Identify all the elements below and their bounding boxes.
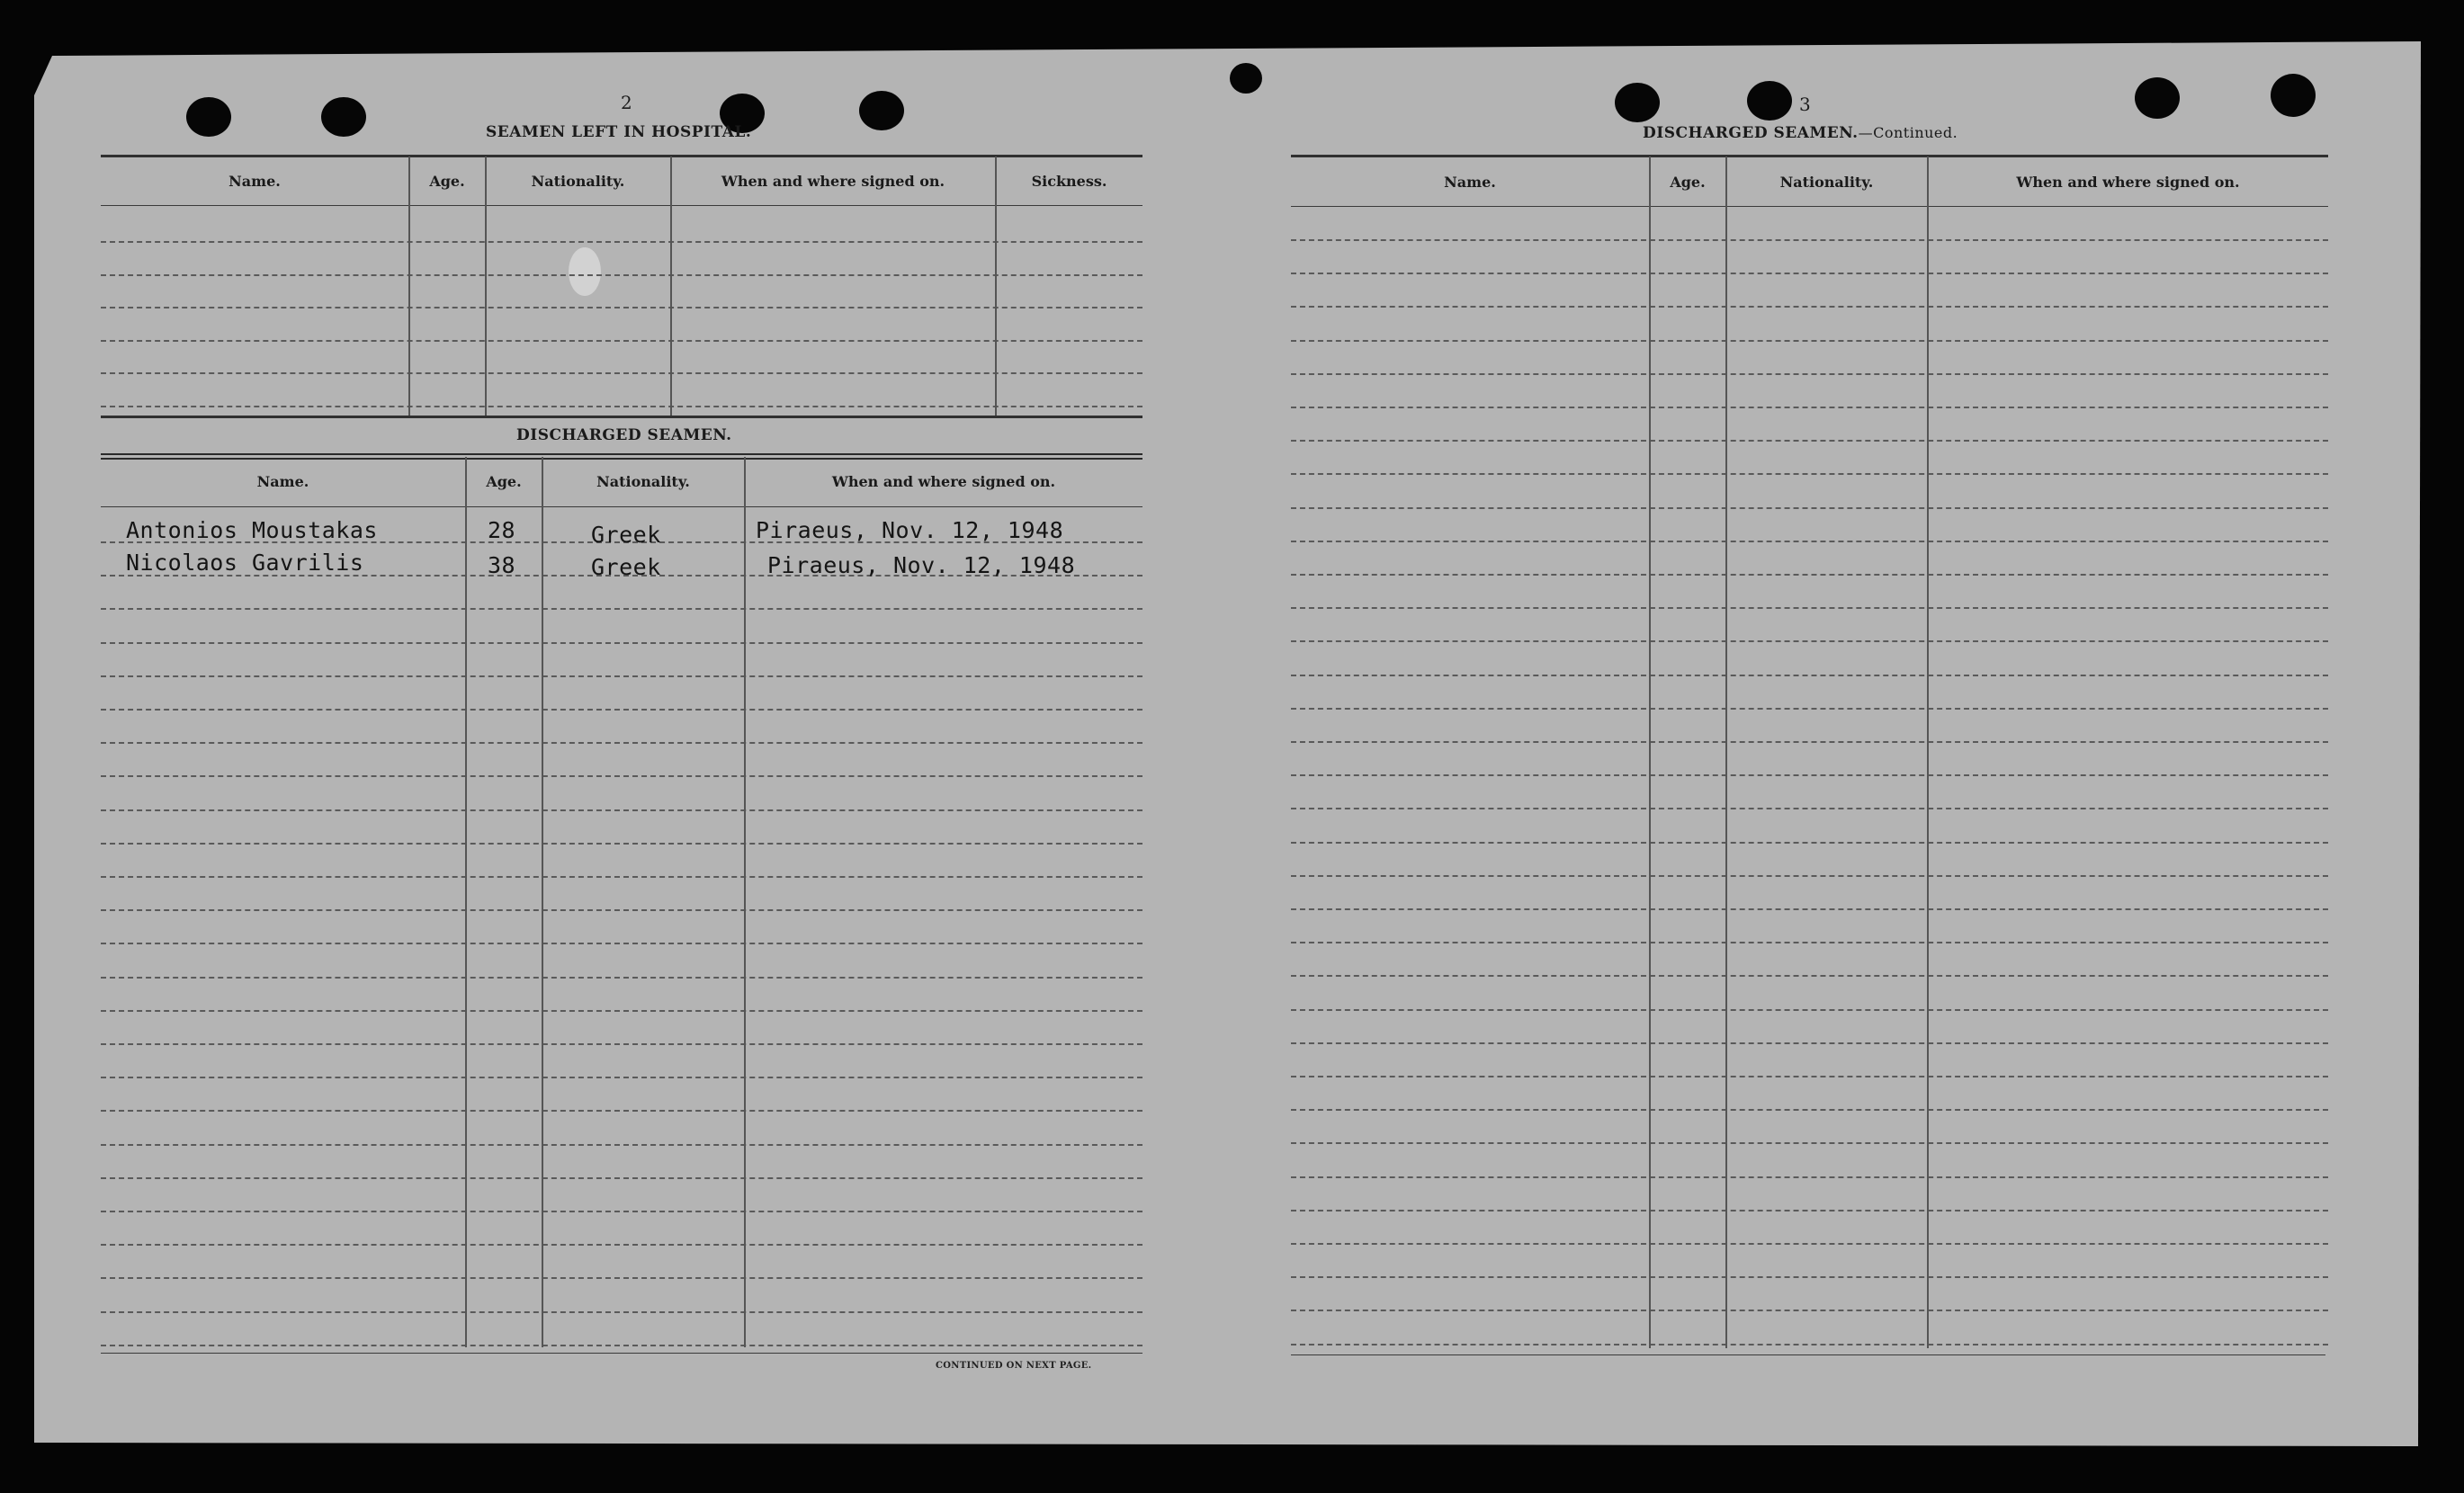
ruled-line — [101, 943, 1142, 944]
column-header-nationality: Nationality. — [531, 173, 625, 190]
punch-hole — [186, 97, 231, 137]
seaman-signed-on: Piraeus, Nov. 12, 1948 — [756, 517, 1064, 543]
ruled-line — [101, 709, 1142, 711]
section-title-discharged: DISCHARGED SEAMEN. — [516, 426, 732, 444]
column-divider — [1649, 156, 1651, 1348]
ruled-line — [101, 1345, 1142, 1346]
ruled-line — [101, 340, 1142, 342]
ruled-line — [101, 1077, 1142, 1078]
column-header-signed-on: When and where signed on. — [2016, 174, 2240, 191]
table-rule — [101, 205, 1142, 206]
ruled-line — [1291, 473, 2328, 475]
column-divider — [670, 156, 672, 417]
column-header-name: Name. — [1444, 174, 1496, 191]
section-title-text: DISCHARGED SEAMEN. — [1643, 124, 1859, 142]
ruled-line — [1291, 975, 2328, 977]
ruled-line — [101, 642, 1142, 644]
continued-note: CONTINUED ON NEXT PAGE. — [936, 1361, 1092, 1371]
seaman-name: Antonios Moustakas — [126, 517, 378, 543]
punch-hole — [1615, 83, 1660, 122]
ruled-line — [1291, 1310, 2328, 1311]
seaman-age: 38 — [488, 552, 516, 578]
ruled-line — [1291, 808, 2328, 809]
column-divider — [542, 457, 543, 1347]
ruled-line — [1291, 1176, 2328, 1178]
punch-hole — [2271, 74, 2316, 117]
column-header-age: Age. — [429, 173, 465, 190]
ruled-line — [101, 406, 1142, 407]
column-divider — [465, 457, 467, 1347]
ruled-line — [101, 775, 1142, 777]
ruled-line — [101, 372, 1142, 374]
ruled-line — [101, 241, 1142, 243]
ruled-line — [1291, 273, 2328, 274]
column-header-name: Name. — [228, 173, 281, 190]
table-rule — [101, 1353, 1142, 1354]
seaman-nationality: Greek — [591, 522, 661, 548]
ruled-line — [1291, 875, 2328, 877]
punch-hole — [321, 97, 366, 137]
ruled-line — [101, 608, 1142, 610]
table-rule — [101, 506, 1142, 507]
ruled-line — [1291, 1142, 2328, 1144]
ruled-line — [101, 1211, 1142, 1212]
ruled-line — [101, 809, 1142, 811]
column-divider — [408, 156, 410, 417]
ruled-line — [1291, 942, 2328, 943]
column-divider — [995, 156, 997, 417]
ruled-line — [1291, 1042, 2328, 1044]
ruled-line — [101, 1043, 1142, 1045]
column-divider — [1927, 156, 1929, 1348]
ruled-line — [1291, 1076, 2328, 1077]
ruled-line — [101, 876, 1142, 878]
ruled-line — [101, 1144, 1142, 1146]
ruled-line — [101, 1277, 1142, 1279]
ruled-line — [1291, 607, 2328, 609]
column-header-age: Age. — [486, 473, 522, 490]
seaman-name: Nicolaos Gavrilis — [126, 550, 364, 576]
ruled-line — [1291, 239, 2328, 241]
ruled-line — [1291, 1210, 2328, 1211]
ruled-line — [1291, 908, 2328, 910]
column-header-signed-on: When and where signed on. — [721, 173, 945, 190]
ruled-line — [1291, 1276, 2328, 1278]
ruled-line — [1291, 1344, 2328, 1345]
table-rule — [101, 416, 1142, 418]
ruled-line — [1291, 306, 2328, 308]
page-number-left: 2 — [621, 92, 632, 113]
ruled-line — [1291, 1009, 2328, 1011]
ruled-line — [101, 742, 1142, 744]
page-number-right: 3 — [1799, 94, 1811, 115]
ruled-line — [1291, 541, 2328, 542]
column-divider — [744, 457, 746, 1347]
ruled-line — [1291, 741, 2328, 743]
table-rule — [1291, 1354, 2325, 1355]
ruled-line — [101, 909, 1142, 911]
ruled-line — [1291, 1243, 2328, 1245]
column-divider — [1725, 156, 1727, 1348]
ruled-line — [1291, 640, 2328, 642]
table-rule — [1291, 155, 2328, 157]
column-header-age: Age. — [1670, 174, 1706, 191]
ruled-line — [101, 1010, 1142, 1012]
ruled-line — [101, 1311, 1142, 1313]
section-title-suffix: —Continued. — [1858, 124, 1958, 141]
seaman-signed-on: Piraeus, Nov. 12, 1948 — [767, 552, 1076, 578]
ruled-line — [101, 1110, 1142, 1112]
ruled-line — [1291, 440, 2328, 442]
seaman-age: 28 — [488, 517, 516, 543]
punch-hole — [1747, 81, 1792, 121]
ruled-line — [101, 307, 1142, 308]
ruled-line — [1291, 507, 2328, 509]
ruled-line — [1291, 774, 2328, 776]
column-header-name: Name. — [256, 473, 309, 490]
table-rule — [1291, 206, 2328, 207]
ruled-line — [1291, 373, 2328, 375]
paper-blemish — [569, 247, 601, 296]
punch-hole — [859, 91, 904, 130]
table-rule — [101, 155, 1142, 157]
section-title-discharged-continued — [1643, 124, 1958, 142]
column-header-nationality: Nationality. — [1779, 174, 1874, 191]
ruled-line — [101, 1244, 1142, 1246]
punch-hole — [1230, 63, 1262, 94]
ruled-line — [101, 675, 1142, 677]
ruled-line — [101, 977, 1142, 979]
ruled-line — [101, 843, 1142, 845]
seaman-nationality: Greek — [591, 554, 661, 580]
column-divider — [485, 156, 487, 417]
table-rule — [101, 453, 1142, 460]
ruled-line — [1291, 842, 2328, 844]
ruled-line — [1291, 1109, 2328, 1111]
ruled-line — [1291, 675, 2328, 676]
column-header-sickness: Sickness. — [1031, 173, 1107, 190]
column-header-signed-on: When and where signed on. — [831, 473, 1056, 490]
ruled-line — [1291, 340, 2328, 342]
punch-hole — [2135, 77, 2180, 119]
ruled-line — [1291, 407, 2328, 408]
ruled-line — [1291, 708, 2328, 710]
ruled-line — [101, 1177, 1142, 1179]
column-header-nationality: Nationality. — [596, 473, 690, 490]
ruled-line — [101, 274, 1142, 276]
ruled-line — [1291, 574, 2328, 576]
section-title-hospital: SEAMEN LEFT IN HOSPITAL. — [486, 123, 752, 141]
